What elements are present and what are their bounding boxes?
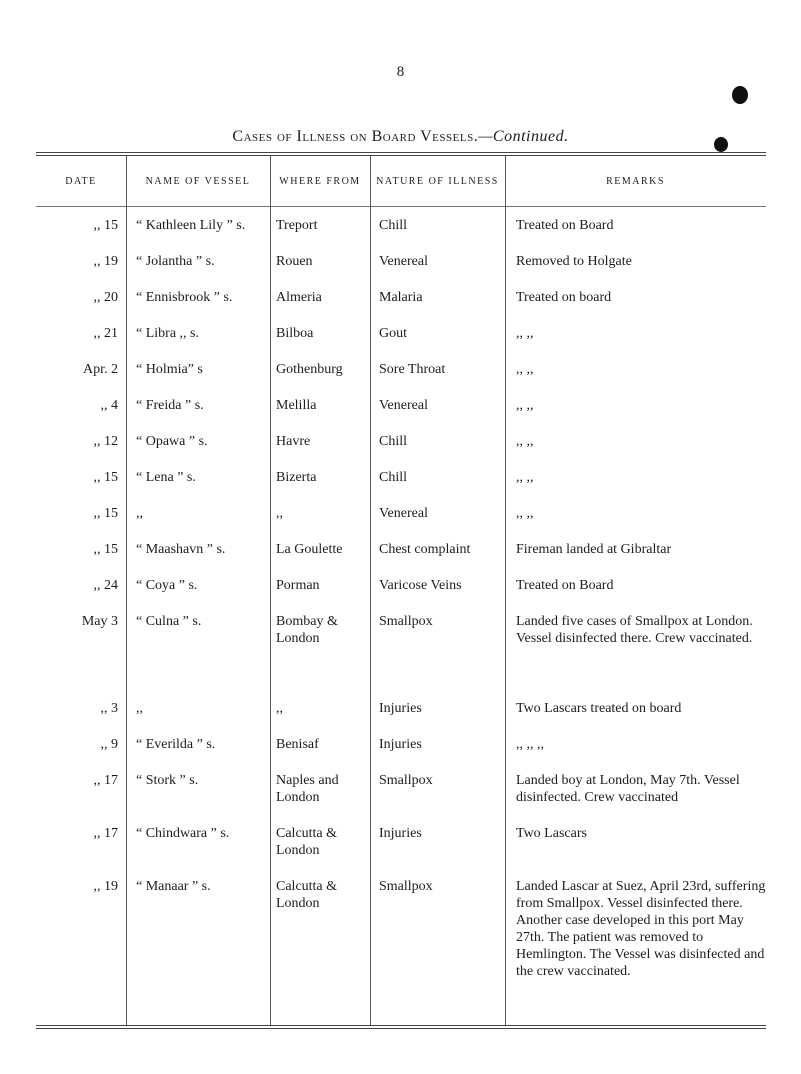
cell-vessel: “ Chindwara ” s. (136, 826, 230, 841)
cell-vessel: “ Culna ” s. (136, 614, 202, 629)
cell-vessel: “ Holmia” s (136, 362, 203, 377)
cell-date: ,, 12 (93, 434, 118, 449)
cases-table (36, 208, 766, 1038)
cell-vessel: “ Opawa ” s. (136, 434, 208, 449)
table-row (36, 352, 766, 388)
top-rule (36, 155, 766, 156)
cell-remarks: Treated on Board (516, 218, 614, 233)
cell-illness: Chill (379, 218, 408, 233)
column-header-vessel: NAME OF VESSEL (145, 176, 251, 187)
heading-main: Cases of Illness on Board Vessels. (232, 128, 479, 145)
cell-from: Treport (276, 218, 318, 233)
cell-date: ,, 9 (100, 737, 118, 752)
cell-vessel: “ Freida ” s. (136, 398, 204, 413)
cell-date: ,, 17 (93, 773, 118, 788)
table-row (36, 496, 766, 532)
cell-date: ,, 15 (93, 218, 118, 233)
cell-date: ,, 15 (93, 470, 118, 485)
cell-illness: Injuries (379, 701, 422, 716)
page-heading (0, 128, 801, 146)
cell-remarks: ,, ,, (516, 326, 534, 341)
cell-date: Apr. 2 (83, 362, 118, 377)
cell-vessel: “ Libra ,, s. (136, 326, 199, 341)
cell-illness: Smallpox (379, 773, 433, 788)
cell-date: ,, 17 (93, 826, 118, 841)
table-row (36, 869, 766, 1038)
column-header-remarks: REMARKS (606, 176, 665, 187)
cell-remarks: Treated on Board (516, 578, 614, 593)
table-row (36, 316, 766, 352)
cell-date: ,, 19 (93, 879, 118, 894)
cell-date: ,, 15 (93, 542, 118, 557)
cell-from: Calcutta & London (276, 826, 338, 858)
cell-vessel: “ Maashavn ” s. (136, 542, 226, 557)
cell-vessel: “ Lena ” s. (136, 470, 196, 485)
table-row (36, 460, 766, 496)
table-row (36, 532, 766, 568)
cell-from: ,, (276, 701, 283, 716)
cell-illness: Sore Throat (379, 362, 446, 377)
cell-vessel: “ Manaar ” s. (136, 879, 211, 894)
cell-illness: Varicose Veins (379, 578, 462, 593)
column-header-date: DATE (65, 176, 97, 187)
cell-from: ,, (276, 506, 283, 521)
cell-illness: Injuries (379, 826, 422, 841)
table-row (36, 691, 766, 727)
cell-vessel: ,, (136, 506, 143, 521)
ink-blot (732, 86, 748, 104)
cell-remarks: ,, ,, (516, 434, 534, 449)
cell-from: Calcutta & London (276, 879, 338, 911)
table-row (36, 424, 766, 460)
cell-from: La Goulette (276, 542, 343, 557)
cell-remarks: ,, ,, (516, 470, 534, 485)
cell-from: Benisaf (276, 737, 319, 752)
cell-from: Bilboa (276, 326, 314, 341)
cell-vessel: “ Everilda ” s. (136, 737, 216, 752)
column-header-from: WHERE FROM (279, 176, 361, 187)
cell-date: ,, 15 (93, 506, 118, 521)
table-row (36, 763, 766, 816)
cell-illness: Chest complaint (379, 542, 471, 557)
cell-from: Havre (276, 434, 311, 449)
table-row (36, 388, 766, 424)
cell-from: Almeria (276, 290, 322, 305)
cell-illness: Malaria (379, 290, 423, 305)
cell-vessel: “ Kathleen Lily ” s. (136, 218, 246, 233)
cell-remarks: ,, ,, (516, 362, 534, 377)
cell-date: ,, 21 (93, 326, 118, 341)
cell-illness: Smallpox (379, 614, 433, 629)
cell-remarks: Landed boy at London, May 7th. Vessel disinfected. Crew vaccinated (516, 773, 740, 805)
table-row (36, 280, 766, 316)
cell-date: ,, 24 (93, 578, 118, 593)
table-row (36, 727, 766, 763)
cell-illness: Chill (379, 470, 408, 485)
cell-illness: Venereal (379, 254, 428, 269)
cell-vessel: “ Stork ” s. (136, 773, 199, 788)
table-row (36, 604, 766, 691)
cell-from: Rouen (276, 254, 313, 269)
cell-remarks: ,, ,, ,, (516, 737, 544, 752)
top-rule (36, 152, 766, 153)
header-rule (36, 206, 766, 207)
cell-vessel: “ Coya ” s. (136, 578, 198, 593)
cell-illness: Chill (379, 434, 408, 449)
cell-illness: Venereal (379, 506, 428, 521)
cell-illness: Gout (379, 326, 407, 341)
cell-remarks: Fireman landed at Gibraltar (516, 542, 672, 557)
cell-from: Bombay & London (276, 614, 338, 646)
cell-date: ,, 3 (100, 701, 118, 716)
heading-continued: —Continued. (478, 128, 569, 145)
cell-remarks: Removed to Holgate (516, 254, 632, 269)
cell-date: May 3 (81, 614, 118, 629)
cell-vessel: “ Ennisbrook ” s. (136, 290, 233, 305)
column-header-illness: NATURE OF ILLNESS (376, 176, 499, 187)
table-row (36, 208, 766, 244)
cell-vessel: “ Jolantha ” s. (136, 254, 215, 269)
cell-remarks: Two Lascars (516, 826, 587, 841)
cell-date: ,, 19 (93, 254, 118, 269)
table-row (36, 816, 766, 869)
cell-remarks: Landed five cases of Smallpox at London. Vessel disinfected there. Crew vaccinated. (516, 614, 753, 646)
page-number: 8 (396, 64, 405, 80)
table-row (36, 568, 766, 604)
table-row (36, 244, 766, 280)
cell-remarks: Two Lascars treated on board (516, 701, 682, 716)
cell-vessel: ,, (136, 701, 143, 716)
cell-from: Naples and London (276, 773, 339, 805)
cell-from: Bizerta (276, 470, 317, 485)
cell-remarks: ,, ,, (516, 506, 534, 521)
cell-remarks: Landed Lascar at Suez, April 23rd, suffering from Smallpox. Vessel disinfected there. Another case developed in this port May 27th. The patient was removed to Hemlington. The Vessel was disinfected and the crew vaccinated. (516, 879, 766, 979)
cell-illness: Smallpox (379, 879, 433, 894)
cell-from: Melilla (276, 398, 317, 413)
cell-date: ,, 4 (100, 398, 118, 413)
cell-remarks: Treated on board (516, 290, 612, 305)
cell-from: Porman (276, 578, 320, 593)
cell-remarks: ,, ,, (516, 398, 534, 413)
cell-illness: Venereal (379, 398, 428, 413)
cell-illness: Injuries (379, 737, 422, 752)
cell-date: ,, 20 (93, 290, 118, 305)
cell-from: Gothenburg (276, 362, 343, 377)
